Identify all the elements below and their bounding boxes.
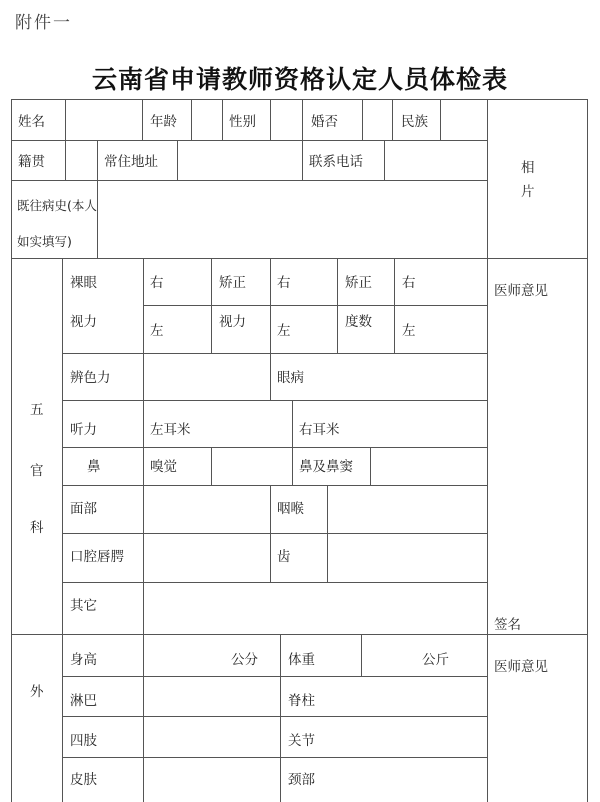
label-ent-doctor-opinion: 医师意见 bbox=[494, 283, 548, 299]
label-hearing: 听力 bbox=[70, 422, 97, 438]
label-joints: 关节 bbox=[288, 733, 315, 749]
label-phone: 联系电话 bbox=[309, 154, 363, 170]
label-corr-degree-2: 度数 bbox=[345, 314, 372, 330]
label-name: 姓名 bbox=[18, 114, 45, 130]
label-spine: 脊柱 bbox=[288, 693, 315, 709]
label-corrected-1: 矫正 bbox=[219, 275, 246, 291]
label-naked-eye-2: 视力 bbox=[70, 314, 97, 330]
label-native-place: 籍贯 bbox=[18, 154, 45, 170]
label-photo-2: 片 bbox=[521, 184, 535, 200]
label-limbs: 四肢 bbox=[70, 733, 97, 749]
label-right-ear: 右耳米 bbox=[299, 422, 340, 438]
attachment-label: 附件一 bbox=[15, 13, 72, 33]
label-left-ear: 左耳米 bbox=[150, 422, 191, 438]
section-ent-1: 五 bbox=[30, 402, 44, 418]
label-lymph: 淋巴 bbox=[70, 693, 97, 709]
label-address: 常住地址 bbox=[104, 154, 158, 170]
label-height: 身高 bbox=[70, 652, 97, 668]
label-face: 面部 bbox=[70, 501, 97, 517]
label-external-doctor-opinion: 医师意见 bbox=[494, 659, 548, 675]
label-marital: 婚否 bbox=[311, 114, 338, 130]
form-title: 云南省申请教师资格认定人员体检表 bbox=[91, 65, 508, 94]
label-teeth: 齿 bbox=[277, 549, 291, 565]
label-skin: 皮肤 bbox=[70, 772, 97, 788]
label-nasal-sinus: 鼻及鼻窦 bbox=[299, 459, 353, 475]
label-throat: 咽喉 bbox=[277, 501, 304, 517]
label-signature: 签名 bbox=[494, 617, 521, 633]
label-nose: 鼻 bbox=[87, 459, 101, 475]
section-ent-3: 科 bbox=[30, 520, 44, 536]
label-ethnicity: 民族 bbox=[401, 114, 428, 130]
label-history-1: 既往病史(本人 bbox=[17, 198, 97, 213]
label-other: 其它 bbox=[70, 598, 97, 614]
label-degree-left: 左 bbox=[402, 323, 416, 339]
label-oral: 口腔唇腭 bbox=[70, 549, 124, 565]
section-external: 外 bbox=[30, 684, 44, 700]
label-age: 年龄 bbox=[150, 114, 177, 130]
section-ent-2: 官 bbox=[30, 463, 44, 479]
label-gender: 性别 bbox=[229, 114, 256, 130]
label-corrected-2: 视力 bbox=[219, 314, 246, 330]
label-photo-1: 相 bbox=[521, 160, 535, 176]
label-eye-disease: 眼病 bbox=[277, 370, 304, 386]
label-naked-right: 右 bbox=[150, 275, 164, 291]
label-naked-eye-1: 裸眼 bbox=[70, 275, 97, 291]
label-corr-degree-1: 矫正 bbox=[345, 275, 372, 291]
label-corrected-right: 右 bbox=[277, 275, 291, 291]
label-naked-left: 左 bbox=[150, 323, 164, 339]
label-color-vision: 辨色力 bbox=[70, 370, 111, 386]
label-degree-right: 右 bbox=[402, 275, 416, 291]
label-history-2: 如实填写) bbox=[17, 234, 72, 249]
label-smell: 嗅觉 bbox=[150, 459, 177, 475]
label-weight-unit: 公斤 bbox=[422, 652, 449, 668]
label-corrected-left: 左 bbox=[277, 323, 291, 339]
label-weight: 体重 bbox=[288, 652, 315, 668]
label-height-unit: 公分 bbox=[231, 652, 258, 668]
label-neck: 颈部 bbox=[288, 772, 315, 788]
